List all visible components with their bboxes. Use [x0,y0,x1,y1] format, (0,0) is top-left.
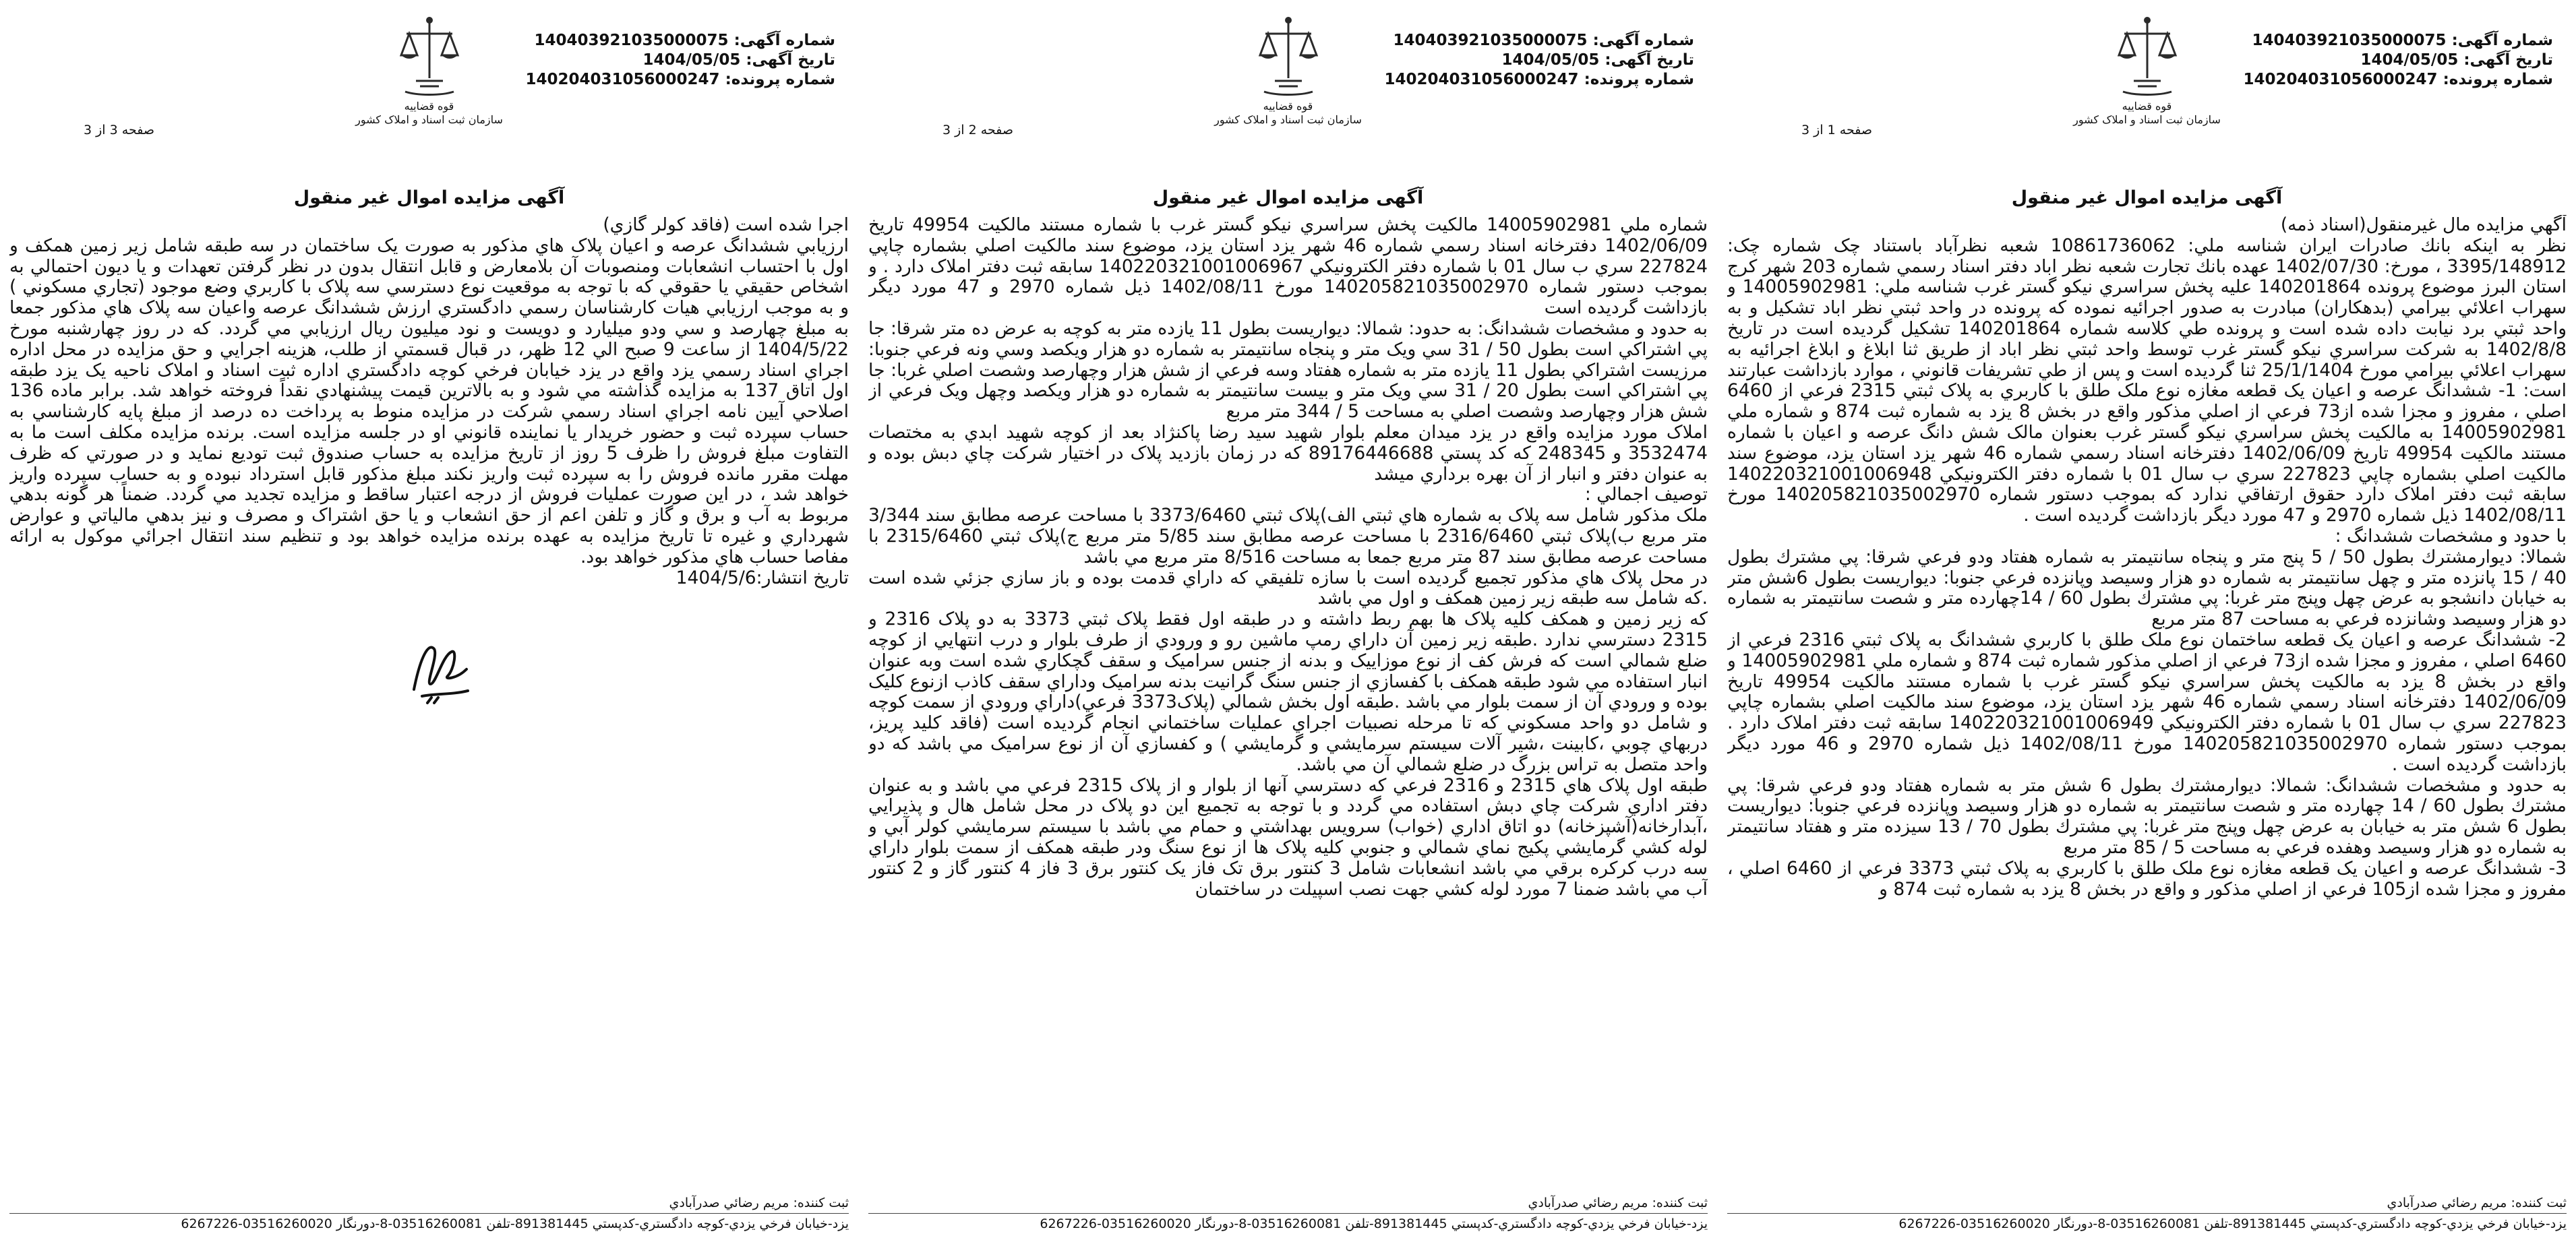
typist-name: مريم رضائي صدرآبادي [1528,1196,1648,1210]
judiciary-name: قوه قضاییه [1263,100,1313,113]
notice-number: 140403921035000075 [2252,32,2447,49]
typist-label: ثبت کننده: [793,1196,849,1210]
page-footer [9,1194,849,1233]
scales-of-justice-icon [397,13,462,100]
notice-page-3 [0,0,858,1238]
notice-number-label: شماره آگهی: [1592,32,1694,49]
notice-title: آگهی مزایده اموال غیر منقول [1152,187,1424,208]
notice-text: شماره ملي 14005902981 مالکيت پخش سراسري نيکو گستر غرب با شماره مستند مالكيت 49954 تاريخ 1402/06/09 دفترخانه اسناد رسمي شماره 46 شهر يزد استان يزد، موضوع سند مالكيت اصلي بشماره چاپي 227824 سري ب سال 01 با شماره دفتر الكترونيكي 140220321001006967 سابقه ثبت دفتر املاک دارد . و بموجب دستور شماره 140205821035002970 مورخ 1402/08/11 ذيل شماره 2970 و 47 مورد ديگر بازداشت گرديده است به حدود و مشخصات ششدانگ: به حدود: شمالا: ديواريست بطول 11 يازده متر به كوچه به عرض ده متر شرقا: جا پي اشتراكي است بطول 50 / 31 سي ويک متر و پنجاه سانتيمتر به شماره دو هزار ويکصد وسي ونه فرعي جنوبا: مرزيست اشتراكي بطول 11 يازده متر به شماره هفتاد وسه فرعي از شش هزار وچهارصد وشصت اصلي غربا: جا پي اشتراكي است بطول 20 / 31 سي ويک متر و بيست سانتيمتر به شماره دو هزار ويکصد وچهل ويک فرعي از شش هزار وچهارصد وشصت اصلي به مساحت 5 / 344 متر مربع املاک مورد مزايده واقع در يزد ميدان معلم بلوار شهيد سيد رضا پاكنژاد بعد از كوچه شهيد ابدي به مختصات 3532474 و 248345 كه كد پستي 89176446688 كه در زمان بازديد پلاک در اختيار شركت چاي دبش بوده و به عنوان دفتر و انبار از آن بهره برداري ميشد توصيف اجمالي : ملک مذکور شامل سه پلاک به شماره هاي ثبتي الف)پلاک ثبتي 3373/6460 با مساحت عرصه مطابق سند 3/344 متر مربع ب)پلاک ثبتي 2316/6460 با مساحت عرصه مطابق سند 5/85 متر مربع ج)پلاک ثبتي 2315/6460 با مساحت عرصه مطابق سند 87 متر مربع جمعا به مساحت 8/516 متر مربع مي باشد در محل پلاک هاي مذکور تجميع گرديده است با سازه تلفيقي كه داراي قدمت بوده و باز سازي جزئي شده است .كه شامل سه طبقه زير زمين همكف و اول مي باشد كه زير زمين و همكف كليه پلاک ها بهم ربط داشته و در طبقه اول فقط پلاک ثبتي 3373 به دو پلاک 2316 و 2315 دسترسي ندارد .طبقه زير زمين آن داراي رمپ ماشين رو و ورودي از طرف بلوار و درب انتهايي از كوچه ضلع شمالي است كه فرش كف از نوع موزاييک و بدنه از جنس سراميک و سقف گچكاري شده است وبه عنوان انبار استفاده مي شود طبقه همكف با كفسازي از جنس سنگ گرانيت بدنه سراميک وداراي سقف كاذب ازنوع كليک بوده و ورودي آن از سمت بلوار مي باشد .طبقه اول بخش شمالي (پلاک3373 فرعي)داراي ورودي از سمت كوچه و شامل دو واحد مسكوني كه تا مرحله نصبيات اجراي عمليات ساختماني انجام گرديده است (فاقد كليد پريز، دربهاي چوبي ،كابينت ،شير آلات سيستم سرمايشي و گرمايشي ) و كفسازي آن از نوع سراميک مي باشد كه دو واحد متصل به تراس بزرگ در ضلع شمالي آن مي باشد. طبقه اول پلاک هاي 2315 و 2316 فرعي كه دسترسي آنها از بلوار و از پلاک 2315 فرعي مي باشد و به عنوان دفتر اداري شركت چاي دبش استفاده مي گردد و با توجه به تجميع اين دو پلاک در محل شامل هال و پذيرايي ،آبدارخانه(آشپزخانه) دو اتاق اداري (خواب) سرويس بهداشتي و حمام مي باشد با سيستم سرمايشي كولر آبي و لوله كشي گرمايشي پكيج نماي شمالي و جنوبي كليه پلاک ها از نوع سنگ ودر طبقه همكف از سمت بلوار داراي سه درب كركره برقي مي باشد انشعابات شامل 3 كنتور برق تک فاز يک كنتور برق 3 فاز 4 كنتور گاز و 2 كنتور آب مي باشد ضمنا 7 مورد لوله كشي جهت نصب اسپيلت در ساختمان [868,215,1708,900]
file-number-label: شماره پرونده: [1584,71,1694,88]
signature [9,629,849,737]
notice-date-label: تاریخ آگهی: [746,51,835,69]
notice-title: آگهی مزایده اموال غیر منقول [2011,187,2283,208]
notice-page-2 [859,0,1717,1238]
notice-date: 1404/05/05 [642,51,741,69]
judiciary-emblem [1187,13,1389,127]
file-number: 140204031056000247 [2243,71,2438,88]
notice-number: 140403921035000075 [534,32,729,49]
notice-body [1727,215,2567,1189]
page-footer [868,1194,1708,1233]
page-header [1727,7,2567,175]
notice-body [868,215,1708,1189]
file-number-label: شماره پرونده: [2443,71,2553,88]
office-address: يزد-خيابان فرخي يزدي-کوچه دادگستري-کدپستي 891381445-تلفن 03516260081-8-دورنگار 03516260020-6267226 [868,1213,1708,1233]
page-footer [1727,1194,2567,1233]
typist-name: مريم رضائي صدرآبادي [2387,1196,2507,1210]
file-number: 140204031056000247 [525,71,720,88]
notice-meta [525,31,835,90]
notice-text: آگهي مزايده مال غيرمنقول(اسناد ذمه) نظر به اينكه بانك صادرات ايران شناسه ملي: 10861736062 شعبه نظرآباد باستناد چک شماره چک: 3395/148912 ، مورخ: 1402/07/30 عهده بانك تجارت شعبه نظر اباد دفتر اسناد رسمي شماره 203 شهر کرج استان البرز موضوع پرونده 140201864 عليه پخش سراسري نيكو گستر غرب شناسه ملي: 14005902981 و سهراب اعلائي بيرامي (بدهكاران) مبادرت به صدور اجرائيه نموده كه پرونده در واحد ثبتي نظر اباد تشکيل و به واحد ثبتي برد نيابت داده شده است و پرونده طي كلاسه شماره 140201864 تشكيل گرديده است در تاريخ 1402/8/8 به شرکت سراسري نيکو گستر غرب توسط واحد ثبتي نظر اباد از طريق ثنا ابلاغ و ابلاغ اجرائيه به سهراب اعلائي بيرامي مورخ 25/1/1404 ثنا گرديده است و پس از طي تشريفات قانوني ، موارد بازداشت عبارتند است: 1- ششدانگ عرصه و اعيان يک قطعه مغازه نوع ملک طلق با کاربري به پلاک ثبتي 2315 فرعي از 6460 اصلي ، مفروز و مجزا شده از73 فرعي از اصلي مذکور واقع در بخش 8 يزد به شماره ثبت 874 و شماره ملي 14005902981 به مالکيت پخش سراسري نيکو گستر غرب بعنوان مالک شش دانگ عرصه و اعيان با شماره مستند مالكيت 49954 تاريخ 1402/06/09 دفترخانه اسناد رسمي شماره 46 شهر يزد استان يزد، موضوع سند مالكيت اصلي بشماره چاپي 227823 سري ب سال 01 با شماره دفتر الكترونيكي 140220321001006948 سابقه ثبت دفتر املاک دارد حقوق ارتفاقي ندارد که بموجب دستور شماره 140205821035002970 مورخ 1402/08/11 ذيل شماره 2970 و 47 مورد ديگر بازداشت گرديده است . با حدود و مشخصات ششدانگ : شمالا: ديوارمشترك بطول 50 / 5 پنج متر و پنجاه سانتيمتر به شماره هفتاد ودو فرعي شرقا: پي مشترك بطول 40 / 15 پانزده متر و چهل سانتيمتر به شماره دو هزار وسيصد وپانزده فرعي جنوبا: ديواريست بطول 6شش متر به خيابان دانشجو به عرض چهل وپنج متر غربا: پي مشترك بطول 60 / 14چهارده متر و شصت سانتيمتر به شماره دو هزار وسيصد وشانزده فرعي به مساحت 87 متر مربع 2- ششدانگ عرصه و اعيان يک قطعه ساختمان نوع ملک طلق با کاربري ششدانگ به پلاک ثبتي 2316 فرعي از 6460 اصلي ، مفروز و مجزا شده از73 فرعي از اصلي مذکور شماره ثبت 874 و شماره ملي 14005902981 و واقع در بخش 8 يزد به مالکيت پخش سراسري نيکو گستر غرب با شماره مستند مالكيت 49954 تاريخ 1402/06/09 دفترخانه اسناد رسمي شماره 46 شهر يزد استان يزد، موضوع سند مالكيت اصلي بشماره چاپي 227823 سري ب سال 01 با شماره دفتر الكترونيكي 140220321001006949 سابقه ثبت دفتر املاک دارد . بموجب دستور شماره 140205821035002970 مورخ 1402/08/11 ذيل شماره 2970 و 46 مورد ديگر بازداشت گرديده است . به حدود و مشخصات ششدانگ: شمالا: ديوارمشترك بطول 6 شش متر به شماره هفتاد ودو فرعي شرقا: پي مشترك بطول 60 / 14 چهارده متر و شصت سانتيمتر به شماره دو هزار وسيصد وپانزده فرعي جنوبا: ديواريست بطول 6 شش متر به خيابان به عرض چهل وپنج متر غربا: پي مشترك بطول 70 / 13 سيزده متر و هفتاد سانتيمتر به شماره دو هزار وسيصد وهفده فرعي به مساحت 5 / 85 متر مربع 3- ششدانگ عرصه و اعيان يک قطعه مغازه نوع ملک طلق با کاربري به پلاک ثبتي 3373 فرعي از 6460 اصلي ، مفروز و مجزا شده از105 فرعي از اصلي مذکور و واقع در بخش 8 يزد به شماره ثبت 874 و [1727,215,2567,900]
judiciary-name: قوه قضاییه [404,100,454,113]
notice-number-label: شماره آگهی: [2451,32,2553,49]
registration-org-name: سازمان ثبت اسناد و املاک کشور [2073,113,2221,126]
typist-label: ثبت کننده: [2511,1196,2567,1210]
judiciary-name: قوه قضاییه [2122,100,2172,113]
notice-date-label: تاریخ آگهی: [1605,51,1694,69]
notice-meta [1384,31,1694,90]
office-address: يزد-خيابان فرخي يزدي-کوچه دادگستري-کدپستي 891381445-تلفن 03516260081-8-دورنگار 03516260020-6267226 [1727,1213,2567,1233]
notice-page-1 [1718,0,2576,1238]
notice-number-label: شماره آگهی: [733,32,835,49]
scales-of-justice-icon [2115,13,2180,100]
file-number: 140204031056000247 [1384,71,1579,88]
typist-label: ثبت کننده: [1652,1196,1708,1210]
page-number: صفحه 3 از 3 [84,123,154,137]
notice-body [9,215,849,1189]
notice-title: آگهی مزایده اموال غیر منقول [293,187,565,208]
notice-number: 140403921035000075 [1393,32,1588,49]
file-number-label: شماره پرونده: [725,71,835,88]
page-header [9,7,849,175]
scales-of-justice-icon [1256,13,1321,100]
signature-scribble-icon [387,629,488,716]
notice-date: 1404/05/05 [1501,51,1600,69]
notice-date-label: تاریخ آگهی: [2463,51,2553,69]
notice-meta [2243,31,2553,90]
registration-org-name: سازمان ثبت اسناد و املاک کشور [1214,113,1362,126]
judiciary-emblem [328,13,531,127]
page-number: صفحه 1 از 3 [1801,123,1872,137]
page-number: صفحه 2 از 3 [942,123,1013,137]
notice-date: 1404/05/05 [2360,51,2459,69]
page-header [868,7,1708,175]
typist-name: مريم رضائي صدرآبادي [669,1196,789,1210]
judiciary-emblem [2046,13,2248,127]
office-address: يزد-خيابان فرخي يزدي-کوچه دادگستري-کدپستي 891381445-تلفن 03516260081-8-دورنگار 03516260020-6267226 [9,1213,849,1233]
notice-text: اجرا شده است (فاقد كولر گازي) ارزيابي ششدانگ عرصه و اعيان پلاک هاي مذکور به صورت يک ساختمان در سه طبقه شامل زير زمين همكف و اول با احتساب انشعابات ومنصوبات آن بلامعارض و قابل انتقال بدون در نظر گرفتن تعهدات و يا ديون احتمالي به اشخاص حقيقي يا حقوقي كه با توجه به موقعيت نوع دسترسي سه پلاک با كاربري وضع موجود (تجاري مسكوني ) و به موجب ارزيابي هيات كارشناسان رسمي دادگستري ارزش ششدانگ عرصه واعيان سه پلاک هاي مذكور جمعا به مبلغ چهارصد و سي ودو ميليارد و دويست و نود ميليون ريال ارزيابي مي گردد. كه در روز چهارشنبه مورخ 1404/5/22 از ساعت 9 صبح الي 12 ظهر، در قبال قسمتي از طلب، هزينه اجرايي و حق مزايده در محل اداره اجراي اسناد رسمي يزد واقع در يزد خيابان فرخي كوچه دادگستري اداره ثبت اسناد و املاک ناحيه يک يزد طبقه اول اتاق 137 به مزايده گذاشته مي شود و به بالاترين قيمت پيشنهادي نقداً فروخته خواهد شد. برابر ماده 136 اصلاحي آيين نامه اجراي اسناد رسمي شركت در مزايده منوط به پرداخت ده درصد از مبلغ پايه كارشناسي به حساب سپرده ثبت و حضور خريدار يا نماينده قانوني او در جلسه مزايده است. برنده مزايده مكلف است ما به التفاوت مبلغ فروش را ظرف 5 روز از تاريخ مزايده به حساب صندوق ثبت توديع نمايد و در صورتي كه ظرف مهلت مقرر مانده فروش را به سپرده ثبت واريز نكند مبلغ مذكور قابل استرداد نبوده و به حساب سپرده واريز خواهد شد ، در اين صورت عمليات فروش از درجه اعتبار ساقط و مزايده تجديد مي گردد. ضمناً هر گونه بدهي مربوط به آب و برق و گاز و تلفن اعم از حق انشعاب و يا حق اشتراک و مصرف و نيز بدهي مالياتي و عوارض شهرداري و غيره تا تاريخ مزايده به عهده برنده مزايده خواهد بود و تنظيم سند انتقال اجرائي موكول به ارائه مفاصا حساب هاي مذکور خواهد بود. تاريخ انتشار:1404/5/6 [9,215,849,588]
registration-org-name: سازمان ثبت اسناد و املاک کشور [355,113,503,126]
